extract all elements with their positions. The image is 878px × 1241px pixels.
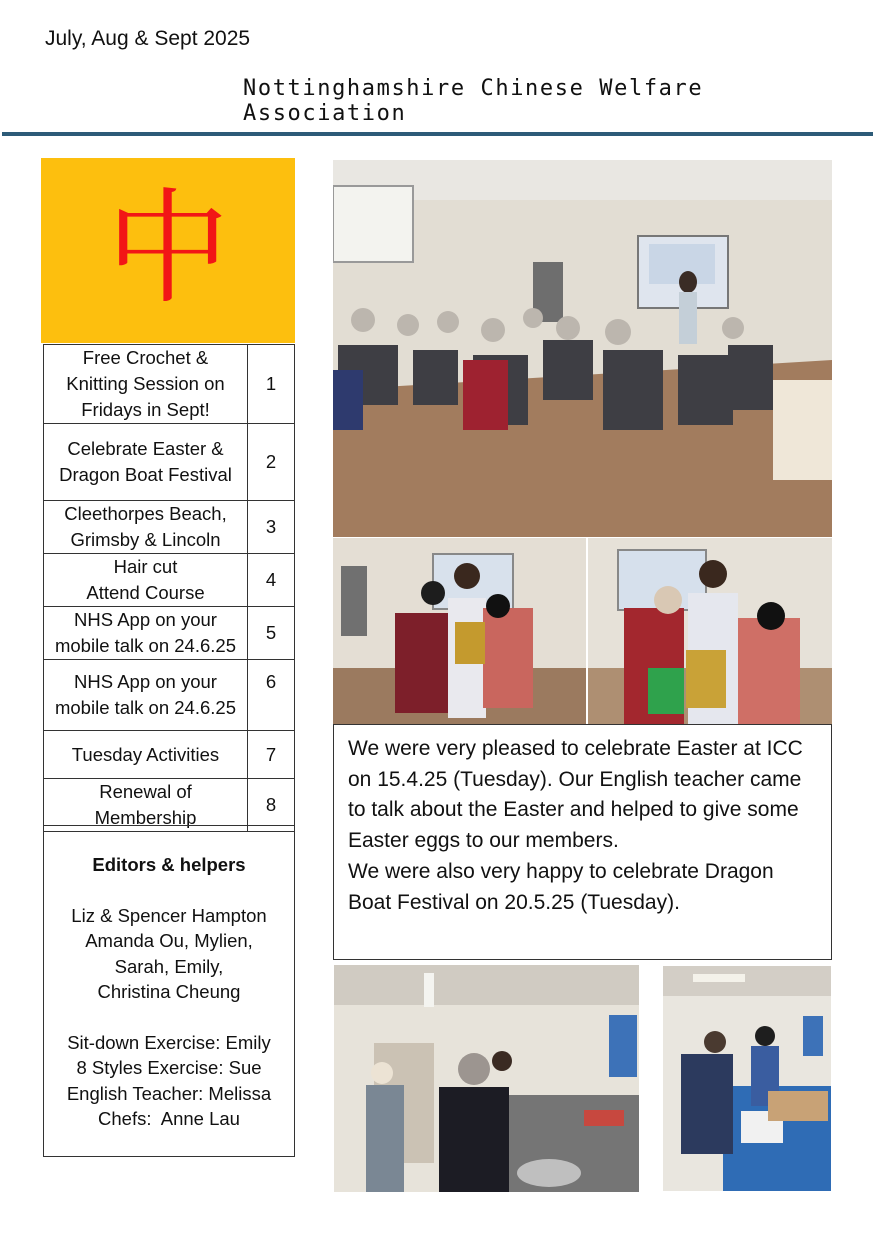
- contents-page-number: 8: [248, 779, 295, 832]
- contents-title: Hair cut Attend Course: [44, 554, 248, 607]
- editor-name: Liz & Spencer Hampton: [71, 904, 267, 926]
- contents-page-number: 7: [248, 731, 295, 779]
- organisation-name: Nottinghamshire Chinese Welfare Association: [243, 76, 704, 126]
- contents-row: [44, 424, 295, 501]
- contents-title: Celebrate Easter & Dragon Boat Festival: [44, 424, 248, 501]
- easter-dragon-boat-story: [333, 724, 832, 960]
- easter-eggs-photo-left: [333, 538, 586, 724]
- editor-name: Christina Cheung: [97, 981, 241, 1002]
- contents-title: NHS App on your mobile talk on 24.6.25: [44, 607, 248, 660]
- helper-role: 8 Styles Exercise: Sue: [76, 1057, 262, 1078]
- contents-title: Free Crochet & Knitting Session on Fridays in Sept!: [44, 345, 248, 424]
- contents-page-number: 1: [248, 345, 295, 424]
- story-paragraph: We were also very happy to celebrate Dragon Boat Festival on 20.5.25 (Tuesday).: [348, 859, 774, 914]
- contents-row: [44, 345, 295, 424]
- helper-role: Chefs: Anne Lau: [98, 1108, 240, 1129]
- easter-talk-photo: [333, 160, 832, 537]
- contents-title: Cleethorpes Beach, Grimsby & Lincoln: [44, 501, 248, 554]
- contents-page-number: 6: [248, 660, 295, 731]
- contents-row: [44, 607, 295, 660]
- contents-row: [44, 554, 295, 607]
- contents-row: [44, 501, 295, 554]
- contents-table: [43, 344, 295, 832]
- dragon-boat-kitchen-photo-right: [663, 966, 831, 1191]
- dragon-boat-kitchen-photo-left: [334, 965, 639, 1192]
- easter-eggs-photo-right: [588, 538, 832, 724]
- helper-role: English Teacher: Melissa: [66, 1082, 272, 1104]
- association-logo: [41, 158, 295, 343]
- contents-page-number: 2: [248, 424, 295, 501]
- contents-title: Tuesday Activities: [44, 731, 248, 779]
- contents-page-number: 4: [248, 554, 295, 607]
- contents-row: [44, 779, 295, 832]
- header-divider: [2, 132, 873, 136]
- contents-row: [44, 660, 295, 731]
- logo-character: 中: [105, 176, 230, 321]
- editors-box: [43, 825, 295, 1157]
- contents-title: Renewal of Membership: [44, 779, 248, 832]
- helper-role: Sit-down Exercise: Emily: [67, 1031, 271, 1053]
- editor-name: Sarah, Emily,: [114, 955, 224, 977]
- editor-name: Amanda Ou, Mylien,: [85, 930, 253, 951]
- contents-title: NHS App on your mobile talk on 24.6.25: [44, 660, 248, 731]
- issue-date: July, Aug & Sept 2025: [45, 27, 251, 50]
- contents-page-number: 3: [248, 501, 295, 554]
- contents-page-number: 5: [248, 607, 295, 660]
- contents-row: [44, 731, 295, 779]
- story-paragraph: We were very pleased to celebrate Easter at ICC on 15.4.25 (Tuesday). Our English teacher came to talk about the Easter and helped to give some Easter eggs to our members.: [348, 737, 803, 853]
- editors-title: Editors & helpers: [92, 854, 246, 875]
